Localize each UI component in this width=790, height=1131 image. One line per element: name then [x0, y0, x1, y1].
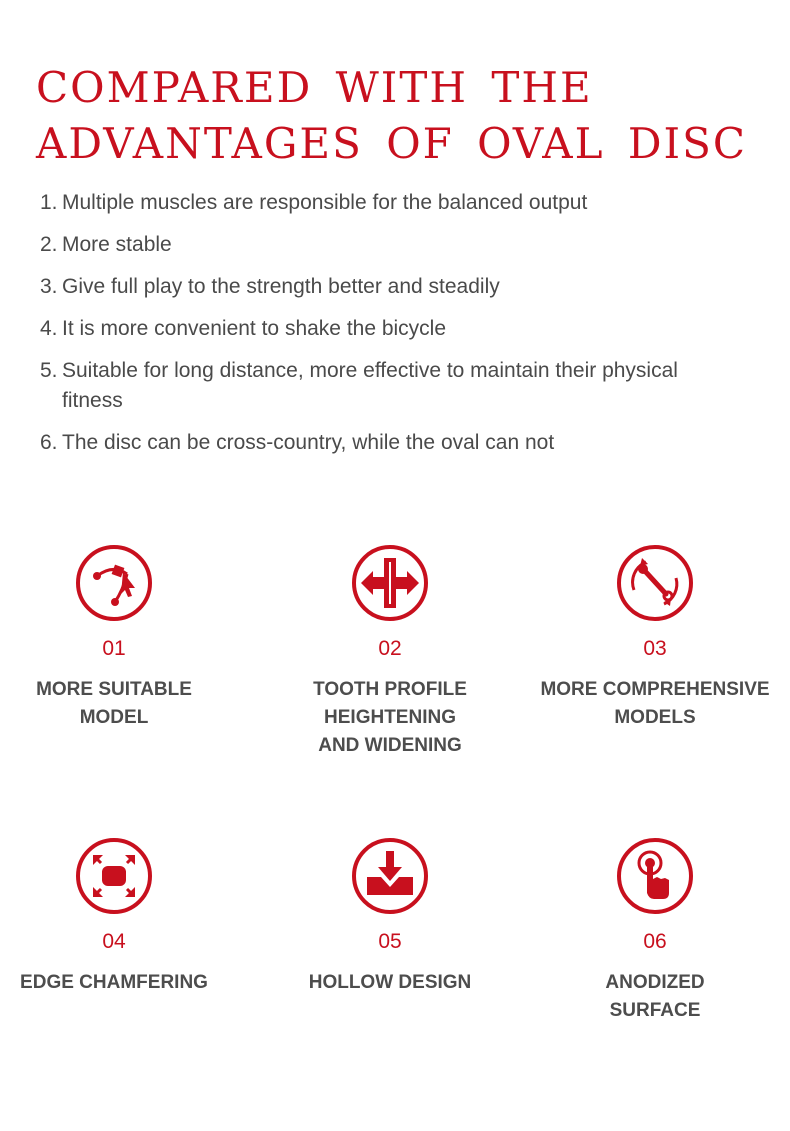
- list-item: [40, 188, 740, 218]
- list-item: [40, 272, 740, 302]
- feature-number: 03: [643, 637, 667, 660]
- page-title: [36, 60, 766, 172]
- bezier-curve-icon: [75, 544, 153, 622]
- item-text: Suitable for long distance, more effective to maintain their physical fitness: [62, 359, 678, 412]
- item-number: 2.: [40, 233, 58, 256]
- feature-tooth-profile: [260, 544, 520, 760]
- item-text: Multiple muscles are responsible for the balanced output: [62, 191, 588, 214]
- feature-label: [260, 676, 520, 760]
- list-item: [40, 314, 740, 344]
- list-item: [40, 230, 740, 260]
- feature-label-line: ANODIZED: [605, 972, 705, 993]
- feature-label-line: HEIGHTENING: [324, 707, 456, 728]
- touch-hand-icon: [616, 837, 694, 915]
- list-item: [40, 428, 740, 458]
- feature-label: [525, 969, 785, 1025]
- feature-number: 04: [102, 930, 126, 953]
- item-text: The disc can be cross-country, while the oval can not: [62, 431, 555, 454]
- feature-label-line: HOLLOW DESIGN: [308, 972, 472, 993]
- feature-label-line: SURFACE: [609, 1000, 701, 1021]
- feature-number: 06: [643, 930, 667, 953]
- item-number: 4.: [40, 317, 58, 340]
- feature-more-comprehensive-models: [525, 544, 785, 732]
- feature-label-line: MORE SUITABLE: [36, 679, 192, 700]
- feature-anodized-surface: [525, 837, 785, 1025]
- corner-arrows-icon: [75, 837, 153, 915]
- feature-label-line: MORE COMPREHENSIVE: [540, 679, 770, 700]
- feature-label-line: EDGE CHAMFERING: [20, 972, 208, 993]
- download-tray-icon: [351, 837, 429, 915]
- item-text: More stable: [62, 233, 172, 256]
- item-number: 6.: [40, 431, 58, 454]
- feature-label-line: TOOTH PROFILE: [313, 679, 467, 700]
- list-item: [40, 356, 740, 416]
- feature-hollow-design: [260, 837, 520, 997]
- title-line-2: ADVANTAGES OF OVAL DISC: [36, 119, 748, 168]
- feature-edge-chamfering: [0, 837, 244, 997]
- item-text: It is more convenient to shake the bicycle: [62, 317, 447, 340]
- feature-number: 05: [378, 930, 402, 953]
- expand-arrows-icon: [351, 544, 429, 622]
- feature-label-line: AND WIDENING: [318, 735, 462, 756]
- feature-label: [525, 676, 785, 732]
- title-line-1: COMPARED WITH THE: [36, 63, 593, 112]
- feature-label: [260, 969, 520, 997]
- feature-more-suitable-model: [0, 544, 244, 732]
- feature-number: 02: [378, 637, 402, 660]
- feature-label: [0, 676, 244, 732]
- rotation-compass-icon: [616, 544, 694, 622]
- feature-label: [0, 969, 244, 997]
- feature-label-line: MODELS: [614, 707, 696, 728]
- advantages-list: [40, 188, 740, 470]
- item-number: 3.: [40, 275, 58, 298]
- feature-number: 01: [102, 637, 126, 660]
- feature-label-line: MODEL: [79, 707, 149, 728]
- item-number: 1.: [40, 191, 58, 214]
- item-number: 5.: [40, 359, 58, 382]
- item-text: Give full play to the strength better and steadily: [62, 275, 500, 298]
